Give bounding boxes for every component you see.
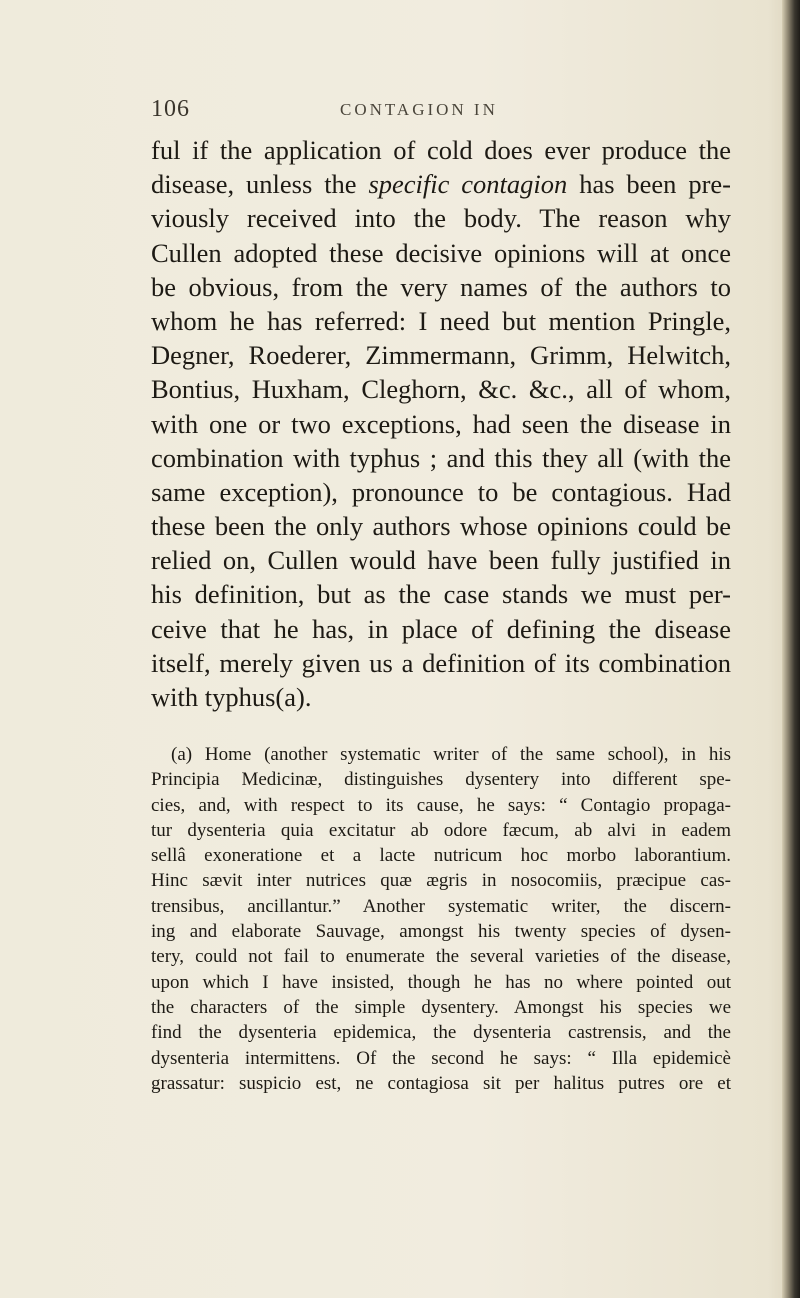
italic-phrase: specific contagion: [368, 169, 568, 200]
footnote-line: tur dysenteria quia excitatur ab odore fæcum, ab alvi in eadem: [151, 819, 731, 841]
page-header: [0, 96, 800, 126]
running-title: CONTAGION IN: [340, 100, 498, 119]
body-line-part: has been pre-: [567, 169, 731, 200]
body-line: his definition, but as the case stands we must per-: [151, 579, 731, 610]
body-line: with one or two exceptions, had seen the disease in: [151, 408, 731, 439]
body-line-with-italic: [151, 167, 731, 201]
body-line: Degner, Roederer, Zimmermann, Grimm, Helwitch,: [151, 340, 731, 371]
footnote-line: sellâ exoneratione et a lacte nutricum hoc morbo laborantium.: [151, 845, 731, 867]
body-line: viously received into the body. The reason why: [151, 203, 731, 234]
body-line: Cullen adopted these decisive opinions will at once: [151, 237, 731, 268]
footnote-line: the characters of the simple dysentery. Amongst his species we: [151, 996, 731, 1018]
footnote-line: cies, and, with respect to its cause, he says: “ Contagio propaga-: [151, 794, 731, 816]
footnote-line: find the dysenteria epidemica, the dysenteria castrensis, and the: [151, 1022, 731, 1044]
book-spine-shadow: [782, 0, 800, 1298]
footnote-line: tery, could not fail to enumerate the several varieties of the disease,: [151, 946, 731, 968]
body-line: itself, merely given us a definition of its combination: [151, 647, 731, 678]
body-line: whom he has referred: I need but mention Pringle,: [151, 305, 731, 336]
footnote-line: dysenteria intermittens. Of the second he says: “ Illa epidemicè: [151, 1047, 731, 1069]
footnote-line: Hinc sævit inter nutrices quæ ægris in nosocomiis, præcipue cas-: [151, 870, 731, 892]
footnote-line: upon which I have insisted, though he has no where pointed out: [151, 971, 731, 993]
footnote-line: grassatur: suspicio est, ne contagiosa sit per halitus putres ore et: [151, 1072, 731, 1094]
body-line: ceive that he has, in place of defining the disease: [151, 613, 731, 644]
body-line: be obvious, from the very names of the authors to: [151, 271, 731, 302]
body-line: Bontius, Huxham, Cleghorn, &c. &c., all of whom,: [151, 374, 731, 405]
footnote: [151, 742, 731, 1096]
footnote-line: ing and elaborate Sauvage, amongst his twenty species of dysen-: [151, 921, 731, 943]
footnote-line: (a) Home (another systematic writer of the same school), in his: [171, 744, 731, 765]
body-line: same exception), pronounce to be contagious. Had: [151, 476, 731, 507]
body-line: combination with typhus ; and this they all (with the: [151, 442, 731, 473]
page-number: 106: [151, 96, 190, 122]
body-line: these been the only authors whose opinions could be: [151, 511, 731, 542]
body-line-part: disease, unless the: [151, 169, 369, 200]
body-line: relied on, Cullen would have been fully justified in: [151, 545, 731, 576]
body-line: ful if the application of cold does ever produce the: [151, 135, 731, 165]
body-paragraph: [151, 133, 731, 714]
body-line: with typhus(a).: [151, 682, 312, 712]
footnote-line: Principia Medicinæ, distinguishes dysentery into different spe-: [151, 769, 731, 791]
footnote-line: trensibus, ancillantur.” Another systematic writer, the discern-: [151, 895, 731, 917]
